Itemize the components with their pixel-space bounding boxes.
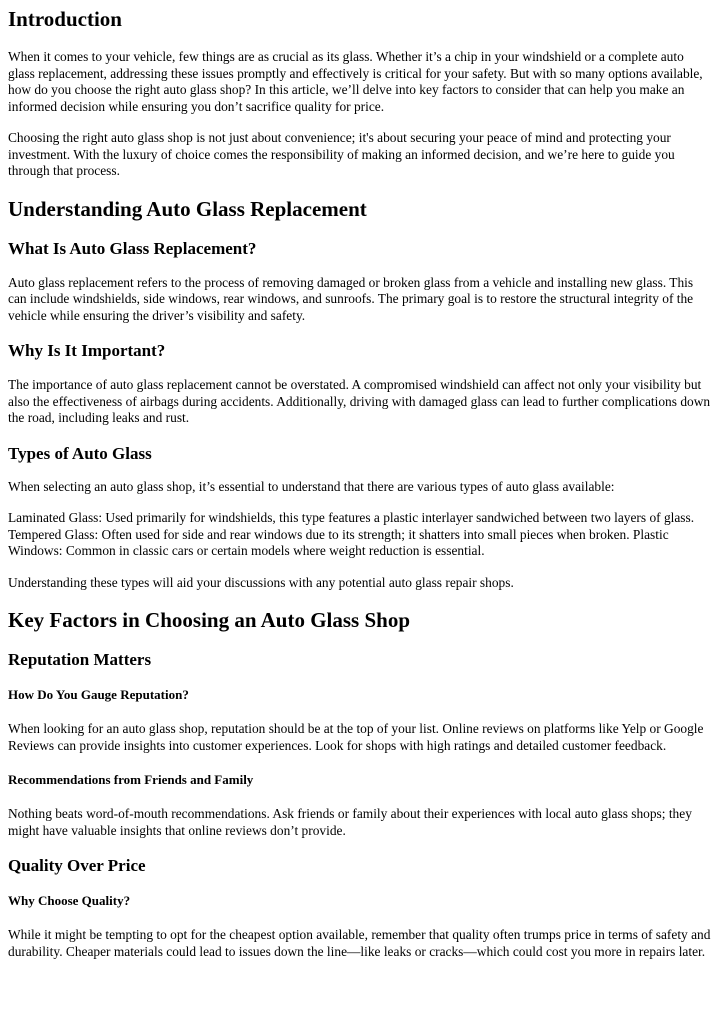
why-important-paragraph: The importance of auto glass replacement cannot be overstated. A compromised windshield can affect not only your visibility but also the effectiveness of airbags during accidents. Additionally, driving with damaged glass can lead to further complications down the road, including leaks and rust. (8, 377, 711, 425)
why-important-heading: Why Is It Important? (8, 341, 166, 360)
intro-paragraph-2: Choosing the right auto glass shop is not just about convenience; it's about securing your peace of mind and protecting your investment. With the luxury of choice comes the responsibility of making an informed decision, and we’re here to guide you through that process. (8, 130, 675, 178)
article (0, 7, 720, 960)
factors-heading: Key Factors in Choosing an Auto Glass Shop (8, 608, 410, 632)
gauge-reputation-heading: How Do You Gauge Reputation? (8, 687, 189, 702)
recommendations-paragraph: Nothing beats word-of-mouth recommendations. Ask friends or family about their experiences with local auto glass shops; they might have valuable insights that online reviews don’t provide. (8, 806, 692, 838)
why-quality-paragraph: While it might be tempting to opt for the cheapest option available, remember that quality often trumps price in terms of safety and durability. Cheaper materials could lead to issues down the line—like leaks or cracks—which could cost you more in repairs later. (8, 927, 711, 959)
types-paragraph-3: Understanding these types will aid your discussions with any potential auto glass repair shops. (8, 574, 514, 590)
reputation-heading: Reputation Matters (8, 650, 152, 669)
what-paragraph: Auto glass replacement refers to the process of removing damaged or broken glass from a vehicle and installing new glass. This can include windshields, side windows, rear windows, and sunroofs. The primary goal is to restore the structural integrity of the vehicle while ensuring the driver’s visibility and safety. (8, 274, 694, 323)
understanding-heading: Understanding Auto Glass Replacement (8, 196, 367, 221)
intro-paragraph-1: When it comes to your vehicle, few things are as crucial as its glass. Whether it’s a chip in your windshield or a complete auto glass replacement, addressing these issues promptly and effectively is critical for your safety. But with so many options available, how do you choose the right auto glass shop? In this article, we’ll delve into key factors to consider that can help you make an informed decision while ensuring you don’t sacrifice quality for price. (8, 49, 703, 114)
why-quality-heading: Why Choose Quality? (8, 893, 131, 908)
types-paragraph-2: Laminated Glass: Used primarily for windshields, this type features a plastic interlayer sandwiched between two layers of glass. Tempered Glass: Often used for side and rear windows due to its strength; it shatters into small pieces when broken. Plastic Windows: Common in classic cars or certain models where weight reduction is essential. (8, 510, 695, 558)
gauge-reputation-paragraph: When looking for an auto glass shop, reputation should be at the top of your list. Online reviews on platforms like Yelp or Google Reviews can provide insights into customer experiences. Look for shops with high ratings and detailed customer feedback. (8, 721, 704, 753)
what-heading: What Is Auto Glass Replacement? (8, 238, 257, 258)
quality-heading: Quality Over Price (8, 856, 146, 875)
intro-heading: Introduction (8, 7, 122, 31)
types-heading: Types of Auto Glass (8, 443, 152, 463)
types-paragraph-1: When selecting an auto glass shop, it’s essential to understand that there are various types of auto glass available: (8, 478, 615, 494)
recommendations-heading: Recommendations from Friends and Family (8, 772, 254, 787)
